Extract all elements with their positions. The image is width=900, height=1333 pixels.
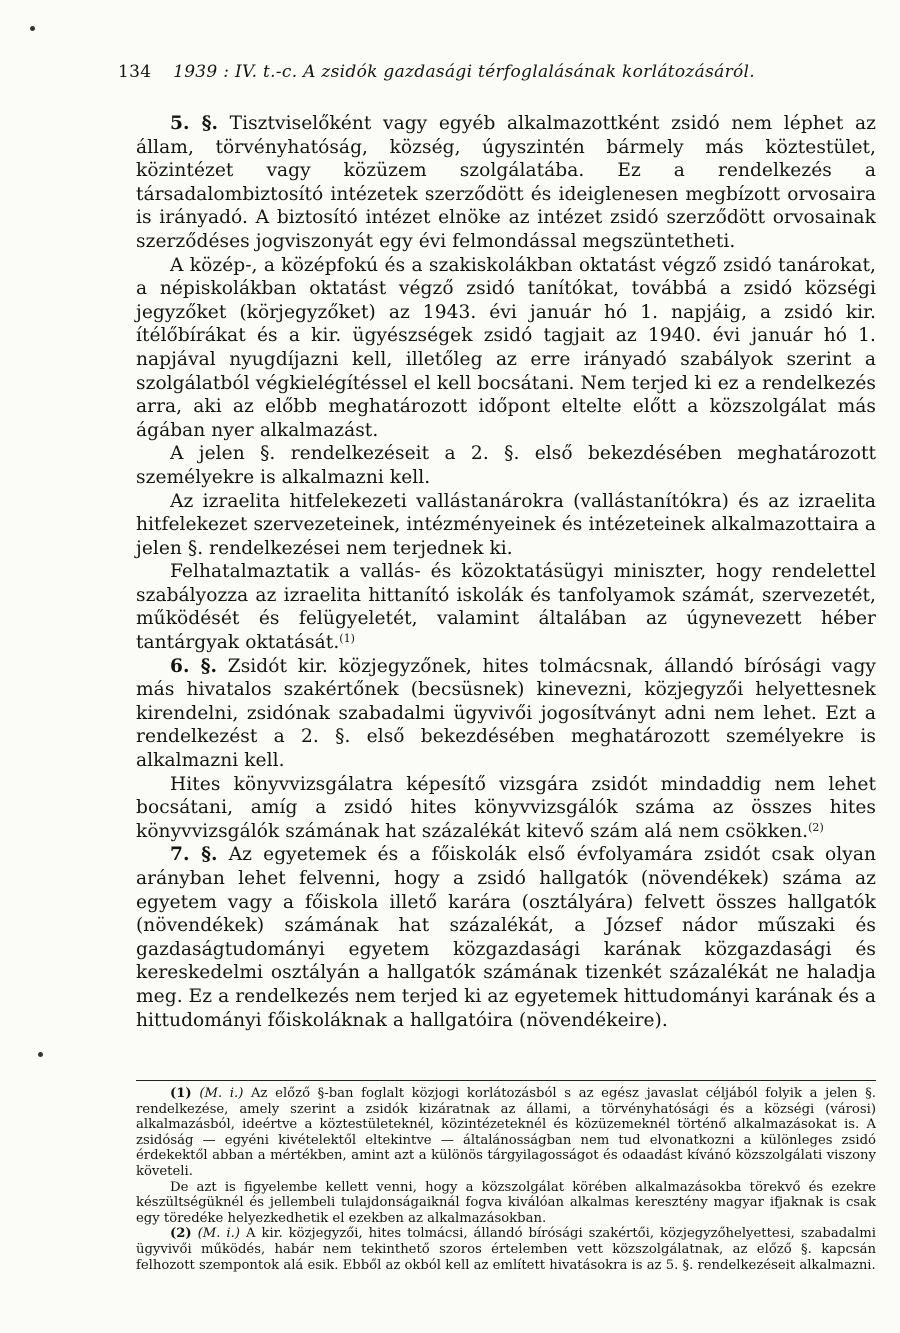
footnote-divider — [136, 1080, 876, 1081]
section-6-text-2: Hites könyvvizsgálatra képesítő vizsgára zsidót mindaddig nem lehet bocsátani, amíg a zsidó hites könyvvizsgálók száma az összes hites könyvvizsgálók számának hat százalékát kitevő szám alá nem csökken. — [136, 773, 876, 842]
section-7-label: 7. §. — [170, 844, 218, 866]
footnote-1-continuation: De azt is figyelembe kellett venni, hogy a közszolgálat körében alkalmazásokba törekvő és ezekre készültségüknél és jellembeli tulajdonságaiknál fogva kiválóan alkalmas keresztény magyar ifjaknak is csak egy töredéke helyezkedhetik el ezekben az alkalmazásokban. — [136, 1179, 876, 1226]
section-5-text-1: Tisztviselőként vagy egyéb alkalmazottként zsidó nem léphet az állam, törvényhatóság, község, úgyszintén bármely más köztestület, közintézet vagy közüzem szolgálatába. Ez a rendelkezés a társadalombiztosító intézetek szerződött és ideiglenesen megbízott orvosaira is irányadó. A biztosító intézet elnöke az intézet zsidó szerződött orvosainak szerződéses jogviszonyát egy évi felmondással megszüntetheti. — [136, 113, 876, 252]
footnote-1-tag: (M. i.) — [199, 1086, 244, 1101]
section-5-label: 5. §. — [170, 113, 218, 134]
section-5-paragraph-3: A jelen §. rendelkezéseit a 2. §. első bekezdésében meghatározott személyekre is alkalmazni kell. — [136, 443, 876, 488]
footnote-2-number: (2) — [170, 1226, 192, 1242]
section-5-paragraph-5 — [136, 560, 876, 654]
footnote-2 — [136, 1226, 876, 1273]
section-6-paragraph-1 — [136, 655, 876, 773]
footnote-2-tag: (M. i.) — [197, 1226, 240, 1242]
footnote-1 — [136, 1086, 876, 1180]
scan-speck-bottom — [38, 1052, 43, 1057]
section-5-paragraph-2: A közép-, a középfokú és a szakiskolákban oktatást végző zsidó tanárokat, a népiskolákban oktatást végző zsidó tanítókat, továbbá a zsidó községi jegyzőket (körjegyzőket) az 1943. évi január hó 1. napjáig, a zsidó kir. ítélőbírákat és a kir. ügyészségek zsidó tagjait az 1940. évi január hó 1. napjával nyugdíjazni kell, illetőleg az erre irányadó szabályok szerint a szolgálatból végkielégítéssel el kell bocsátani. Nem terjed ki ez a rendelkezés arra, aki az előbb meghatározott időpont eltelte előtt a közszolgálat más ágában nyer alkalmazást. — [136, 254, 876, 441]
running-title: 1939 : IV. t.-c. A zsidók gazdasági térfoglalásának korlátozásáról. — [173, 62, 755, 82]
scan-speck-top — [30, 26, 35, 31]
law-text — [136, 112, 876, 1032]
section-6-paragraph-2 — [136, 773, 876, 844]
footnote-ref-1: (1) — [339, 632, 356, 646]
running-header — [118, 62, 858, 82]
section-5-text-5: Felhatalmaztatik a vallás- és közoktatásügyi miniszter, hogy rendelettel szabályozza az izraelita hittanító iskolák és tanfolyamok számát, szervezetét, működését és felügyeletét, valamint általában az úgynevezett héber tantárgyak oktatását. — [136, 561, 876, 654]
footnote-1-text: Az előző §-ban foglalt közjogi korlátozásból s az egész javaslat céljából folyik a jelen §. rendelkezése, amely szerint a zsidók kizáratnak az állami, a törvényhatósági és a községi (városi) alkalmazásból, ideértve a köztestületeknél, közintézeteknél és közüzemeknél történő alkalmazásokat is. A zsidóság — egyéni kivételektől eltekintve — általánosságban nem tud elvonatkozni a különleges zsidó érdekektől abban a mértékben, amint azt a különös tárgyilagosságot és odaadást kívánó közszolgálati viszony követeli. — [136, 1086, 876, 1179]
section-7-paragraph-1 — [136, 843, 876, 1032]
section-6-label: 6. §. — [170, 655, 218, 677]
footnote-ref-2: (2) — [808, 820, 824, 834]
section-5-paragraph-1 — [136, 112, 876, 254]
footnotes — [136, 1086, 876, 1273]
footnote-2-text: A kir. közjegyzői, hites tolmácsi, állandó bírósági szakértői, közjegyzőhelyettesi, szabadalmi ügyvivői működés, habár nem tekinthető szoros értelemben vett közszolgálatnak, az előző §. kapcsán felhozott szempontok alá esik. Ebből az okból kell az említett hivatásokra is az 5. §. rendelkezéseit alkalmazni. — [136, 1226, 876, 1273]
page-number: 134 — [118, 62, 152, 82]
section-6-text-1: Zsidót kir. közjegyzőnek, hites tolmácsnak, állandó bírósági vagy más hivatalos szakértőnek (becsüsnek) kinevezni, közjegyzői helyettesnek kirendelni, zsidónak szabadalmi ügyvivői jogosítványt adni nem lehet. Ezt a rendelkezést a 2. §. első bekezdésében meghatározott személyekre is alkalmazni kell. — [136, 655, 876, 772]
section-7-text-1: Az egyetemek és a főiskolák első évfolyamára zsidót csak olyan arányban lehet felvenni, hogy a zsidó hallgatók (növendékek) száma az egyetem vagy a főiskola illető karára (osztályára) felvett összes hallgatók (növendékek) számának hat százalékát, a József nádor műszaki és gazdaságtudományi egyetem közgazdasági karának közgazdasági és kereskedelmi osztályán a hallgatók számának tizenkét százalékát ne haladja meg. Ez a rendelkezés nem terjed ki az egyetemek hittudományi karának és a hittudományi főiskoláknak a hallgatóira (növendékeire). — [136, 844, 876, 1031]
section-5-paragraph-4: Az izraelita hitfelekezeti vallástanárokra (vallástanítókra) és az izraelita hitfelekezet szervezeteinek, intézményeinek és intézeteinek alkalmazottaira a jelen §. rendelkezései nem terjednek ki. — [136, 490, 876, 559]
footnote-1-number: (1) — [170, 1086, 192, 1101]
